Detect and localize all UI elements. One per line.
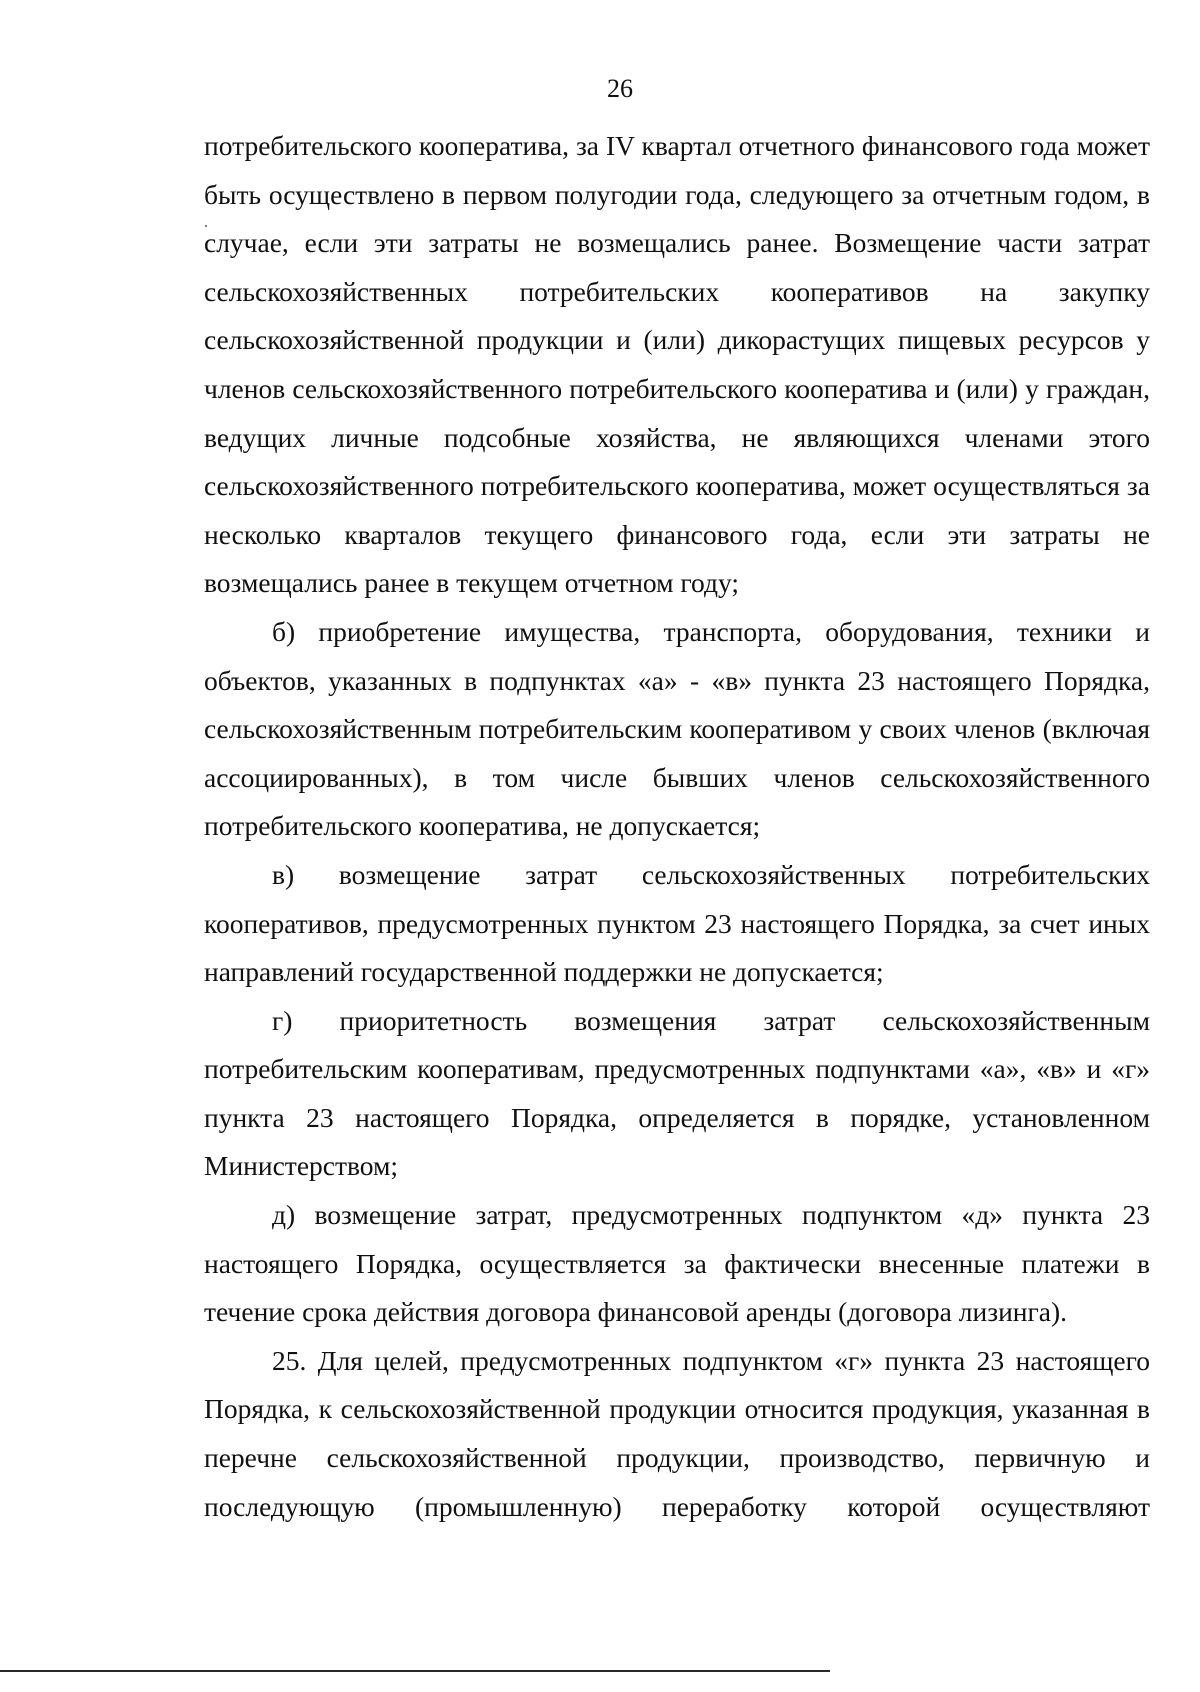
paragraph-subitem-b: б) приобретение имущества, транспорта, оборудования, техники и объектов, указанных в подпунктах «а» - «в» пункта 23 настоящего Порядка, сельскохозяйственным потребительским кооперативом у своих членов (включая ассоциированных), в том числе бывших членов сельскохозяйственного потребительского кооператива, не допускается; xyxy=(204,615,1150,842)
document-body xyxy=(204,122,1150,1531)
paragraph-continuation: потребительского кооператива, за IV квартал отчетного финансового года может быть осуществлено в первом полугодии года, следующего за отчетным годом, в случае, если эти затраты не возмещались ранее. Возмещение части затрат сельскохозяйственных потребительских кооперативов на закупку сельскохозяйственной продукции и (или) дикорастущих пищевых ресурсов у членов сельскохозяйственного потребительского кооператива и (или) у граждан, ведущих личные подсобные хозяйства, не являющихся членами этого сельскохозяйственного потребительского кооператива, может осуществляться за несколько кварталов текущего финансового года, если эти затраты не возмещались ранее в текущем отчетном году; xyxy=(204,130,1150,599)
paragraph-subitem-g: г) приоритетность возмещения затрат сельскохозяйственным потребительским кооперативам, предусмотренных подпунктами «а», «в» и «г» пункта 23 настоящего Порядка, определяется в порядке, установленном Министерством; xyxy=(204,1004,1150,1182)
paragraph-item-25: 25. Для целей, предусмотренных подпунктом «г» пункта 23 настоящего Порядка, к сельскохозяйственной продукции относится продукция, указанная в перечне сельскохозяйственной продукции, производство, первичную и последующую (промышленную) переработку которой осуществляют xyxy=(204,1344,1150,1522)
paragraph-subitem-v: в) возмещение затрат сельскохозяйственных потребительских кооперативов, предусмотренных пунктом 23 настоящего Порядка, за счет иных направлений государственной поддержки не допускается; xyxy=(204,858,1150,988)
paragraph-subitem-d: д) возмещение затрат, предусмотренных подпунктом «д» пункта 23 настоящего Порядка, осуществляется за фактически внесенные платежи в течение срока действия договора финансовой аренды (договора лизинга). xyxy=(204,1199,1150,1328)
page-number: 26 xyxy=(607,74,633,103)
bottom-scan-rule xyxy=(0,1670,830,1672)
